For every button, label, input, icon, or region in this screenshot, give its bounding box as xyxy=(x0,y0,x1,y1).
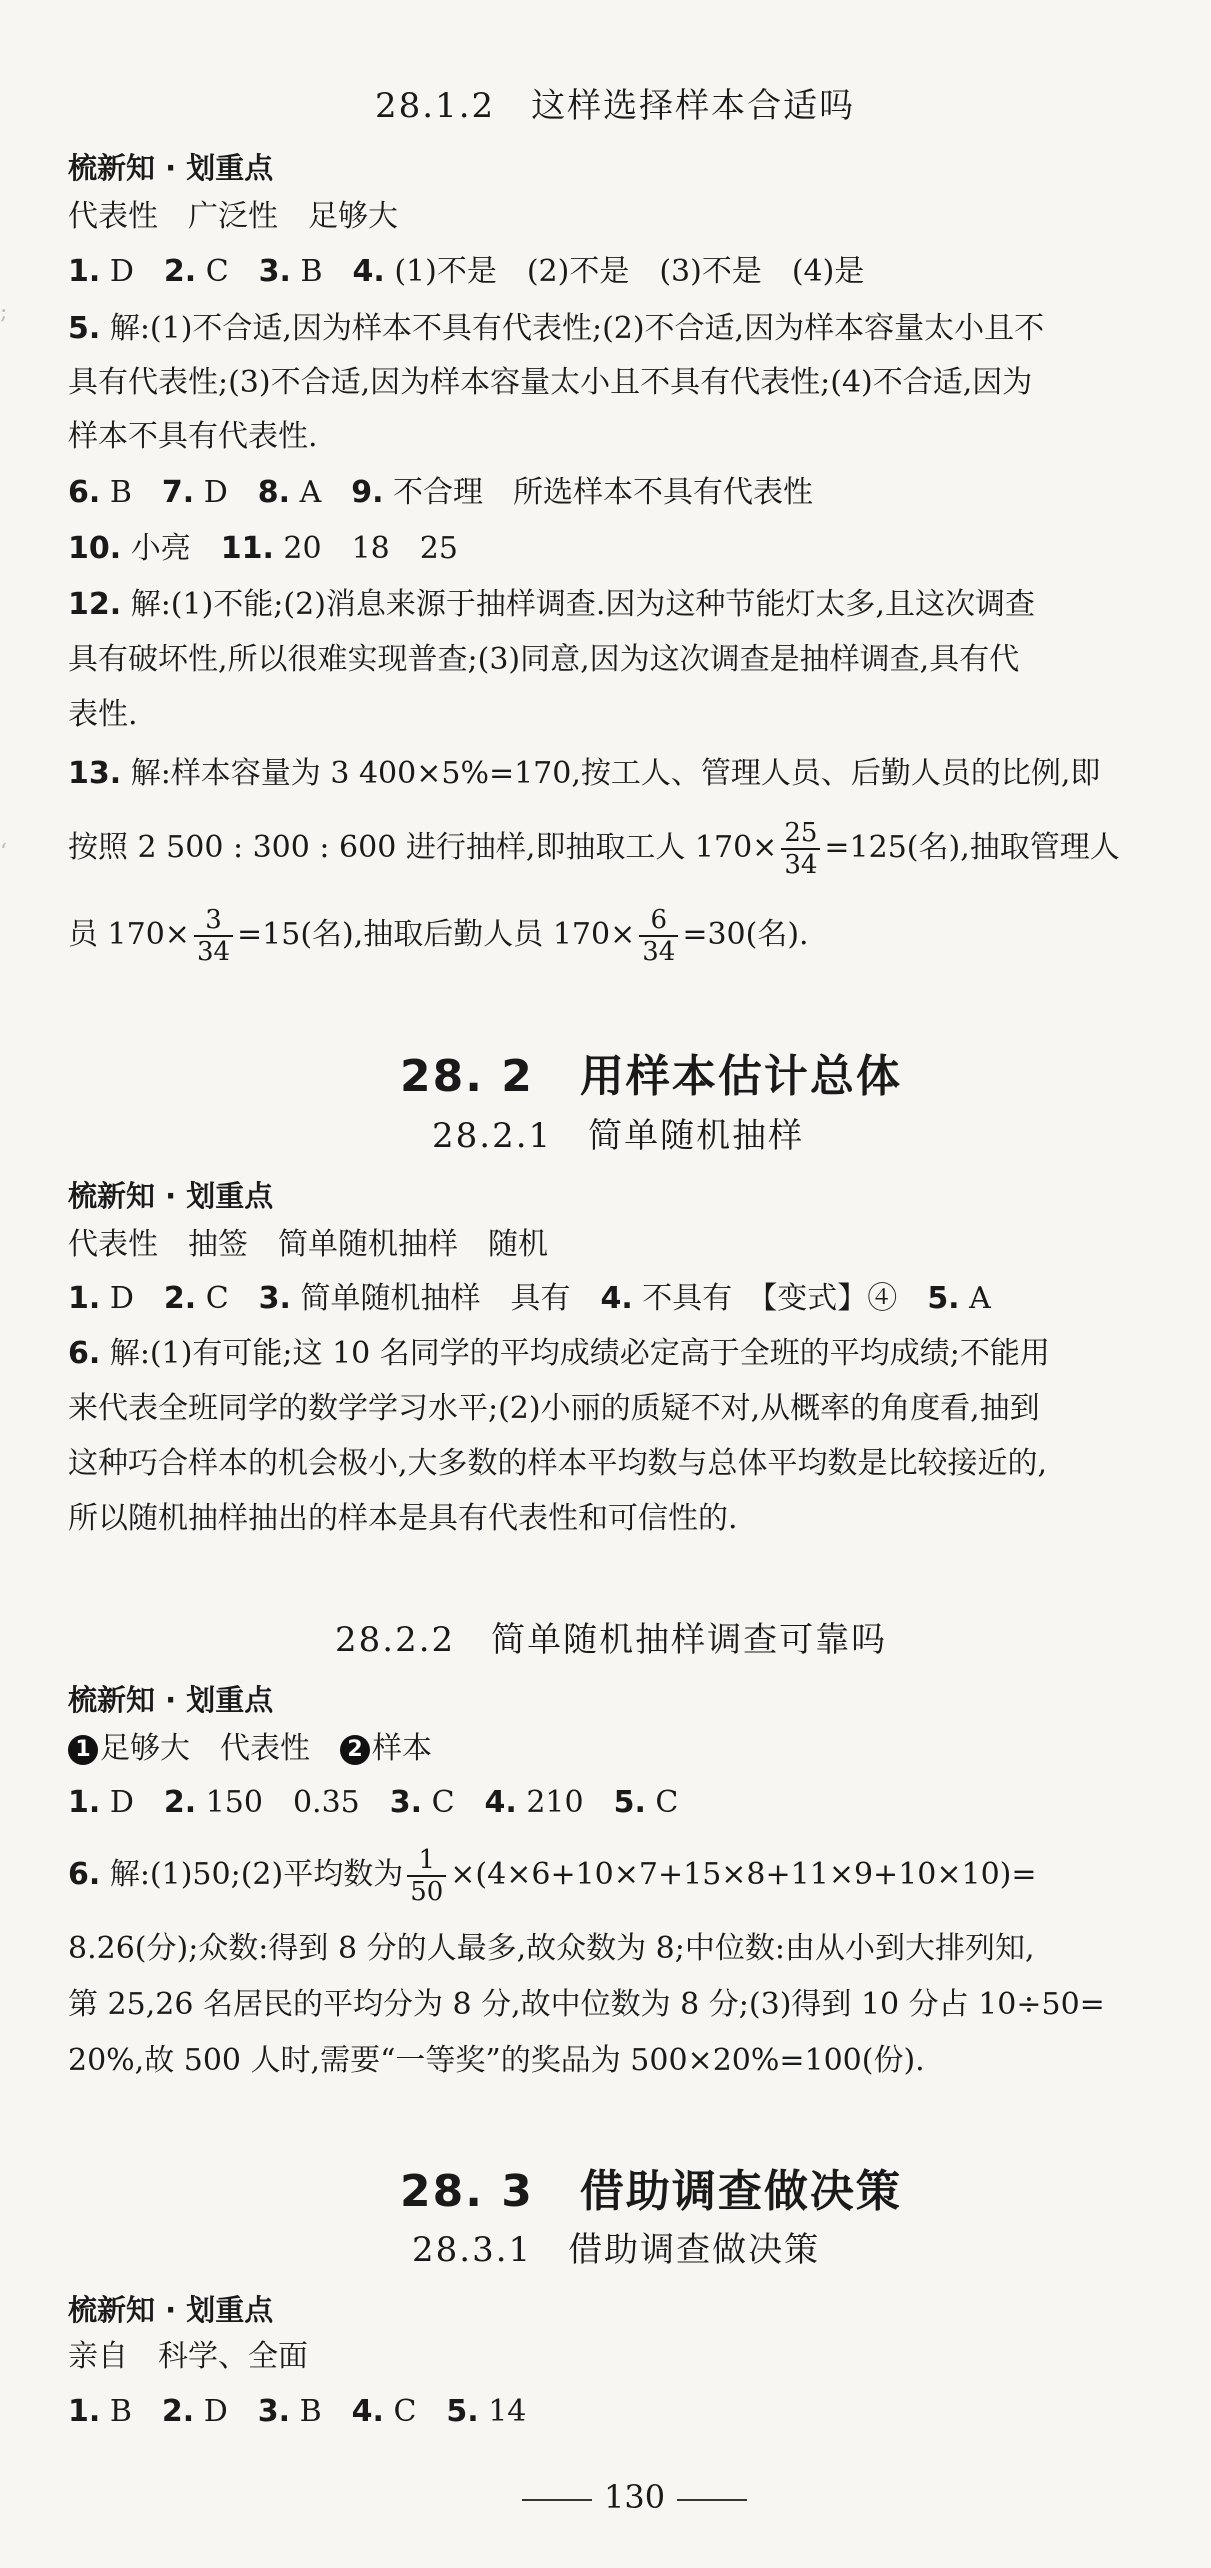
section-title: 28.2.1 简单随机抽样 xyxy=(432,1116,805,1156)
keywords-line: 1 足够大 代表性 2 样本 xyxy=(68,1722,432,1776)
answer-line: 6. 解:(1)有可能;这 10 名同学的平均成绩必定高于全班的平均成绩;不能用 xyxy=(68,1336,1050,1371)
margin-mark: ʻ xyxy=(0,840,7,865)
page-number: 130 xyxy=(510,2478,759,2516)
answer-line: 1. D 2. C 3. B 4. (1)不是 (2)不是 (3)不是 (4)是 xyxy=(68,254,865,289)
answer-line: 1. D 2. 150 0.35 3. C 4. 210 5. C xyxy=(68,1785,679,1820)
answer-line: 20%,故 500 人时,需要“一等奖”的奖品为 500×20%=100(份). xyxy=(68,2043,925,2078)
keywords-line: 代表性 抽签 简单随机抽样 随机 xyxy=(68,1227,548,1262)
answer-line: 来代表全班同学的数学学习水平;(2)小丽的质疑不对,从概率的角度看,抽到 xyxy=(68,1391,1040,1426)
chapter-title: 28. 3 借助调查做决策 xyxy=(400,2166,902,2217)
answer-line: 表性. xyxy=(68,697,138,732)
fraction: $\frac{25}{34}$ xyxy=(781,818,820,880)
section-heading: 梳新知 · 划重点 xyxy=(68,1683,274,1717)
section-title: 28.1.2 这样选择样本合适吗 xyxy=(375,86,856,126)
fraction: $\frac{6}{34}$ xyxy=(639,905,678,967)
answer-line: 具有代表性;(3)不合适,因为样本容量太小且不具有代表性;(4)不合适,因为 xyxy=(68,365,1033,400)
answer-line: 所以随机抽样抽出的样本是具有代表性和可信性的. xyxy=(68,1501,738,1536)
answer-line: 5. 解:(1)不合适,因为样本不具有代表性;(2)不合适,因为样本容量太小且不 xyxy=(68,311,1045,346)
section-title: 28.3.1 借助调查做决策 xyxy=(412,2230,821,2270)
answer-line: 8.26(分);众数:得到 8 分的人最多,故众数为 8;中位数:由从小到大排列知, xyxy=(68,1931,1035,1966)
keywords-line: 代表性 广泛性 足够大 xyxy=(68,199,398,234)
answer-line: 第 25,26 名居民的平均分为 8 分,故中位数为 8 分;(3)得到 10 分占 10÷50= xyxy=(68,1987,1105,2022)
answer-line: 13. 解:样本容量为 3 400×5%=170,按工人、管理人员、后勤人员的比例,即 xyxy=(68,756,1101,791)
keywords-line: 亲自 科学、全面 xyxy=(68,2339,308,2374)
answer-line: 6. 解:(1)50;(2)平均数为 $\frac{1}{50}$ ×(4×6+10×7+15×8+11×9+10×10)= xyxy=(68,1845,1037,1907)
answer-line: 6. B 7. D 8. A 9. 不合理 所选样本不具有代表性 xyxy=(68,475,814,510)
section-heading: 梳新知 · 划重点 xyxy=(68,2293,274,2327)
answer-line: 这种巧合样本的机会极小,大多数的样本平均数与总体平均数是比较接近的, xyxy=(68,1446,1048,1481)
circled-number: 1 xyxy=(68,1735,98,1765)
margin-mark: ; xyxy=(0,300,8,325)
answer-line: 1. B 2. D 3. B 4. C 5. 14 xyxy=(68,2394,527,2429)
answer-line: 1. D 2. C 3. 简单随机抽样 具有 4. 不具有 【变式】④ 5. A xyxy=(68,1281,991,1316)
chapter-title: 28. 2 用样本估计总体 xyxy=(400,1051,902,1102)
answer-line: 员 170× $\frac{3}{34}$ =15(名),抽取后勤人员 170× $\frac{6}{34}$ =30(名). xyxy=(68,905,809,967)
answer-line: 12. 解:(1)不能;(2)消息来源于抽样调查.因为这种节能灯太多,且这次调查 xyxy=(68,587,1035,622)
answer-line: 10. 小亮 11. 20 18 25 xyxy=(68,531,458,566)
section-title: 28.2.2 简单随机抽样调查可靠吗 xyxy=(335,1620,888,1660)
answer-line: 按照 2 500 : 300 : 600 进行抽样,即抽取工人 170× $\frac{25}{34}$ =125(名),抽取管理人 xyxy=(68,818,1120,880)
section-heading: 梳新知 · 划重点 xyxy=(68,1179,274,1213)
section-heading: 梳新知 · 划重点 xyxy=(68,151,274,185)
answer-line: 样本不具有代表性. xyxy=(68,419,318,454)
answer-line: 具有破坏性,所以很难实现普查;(3)同意,因为这次调查是抽样调查,具有代 xyxy=(68,642,1020,677)
fraction: $\frac{1}{50}$ xyxy=(407,1845,446,1907)
circled-number: 2 xyxy=(340,1735,370,1765)
fraction: $\frac{3}{34}$ xyxy=(194,905,233,967)
